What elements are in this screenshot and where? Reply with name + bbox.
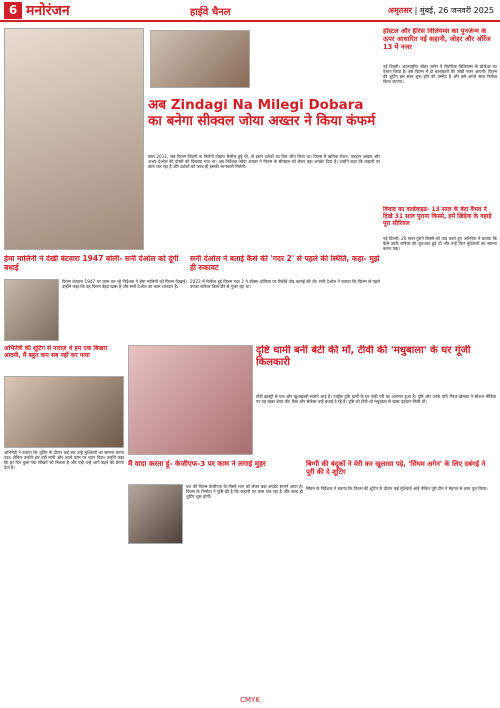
right-top-body: नई दिल्ली। अंतरराष्ट्रीय जोहर जर्मन ने रोमांटिक विलियम्स के प्रोजेक्ट का ऐलान किया है। इस फिल्म में दो कलाकारों की जोड़ी नजर आएगी। फिल्म की शूटिंग इस साल शुरू होने की उम्मीद है और इसे अगले साल रिलीज़ किया जाएगा। <box>383 64 497 85</box>
section-title: मनोरंजन <box>26 3 70 19</box>
tv-story-headline: दृष्टि धामी बनीं बेटी की माँ, टीवी की 'मधुबाला' के घर गूंजी किलकारी <box>256 345 471 368</box>
hema-body: फिल्म बंटवारा 1947 पर काम कर रहे निर्देशक ने हेमा मालिनी को फिल्म दिखाई। उन्होंने कहा कि यह फिल्म बेहद खास है और सनी देओल का काम शानदार है। <box>62 279 187 290</box>
main-story-photo <box>150 30 250 88</box>
paper-name: हाईवे चैनल <box>190 7 231 18</box>
main-story-headline: अब Zindagi Na Milegi Dobara का बनेगा सीक्वल जोया अख्तर ने किया कंफर्म <box>148 98 376 129</box>
sunny-body: 2023 में रिलीज़ हुई फिल्म गदर 2 ने बॉक्स ऑफिस पर रिकॉर्ड तोड़ कमाई की थी। सनी देओल ने बताया कि फिल्म से पहले उनका करियर किस दौर से गुजर रहा था। <box>190 279 380 290</box>
left-col-headline: अभिनेत्री की शूटिंग से नाराज़ थे हम एक बिखरा आदमी, मैं बहुत कम सब नहीं कर पाया <box>4 345 108 360</box>
left-col-body: अभिनेत्री ने बताया कि शूटिंग के दौरान कई बार उन्हें मुश्किलों का सामना करना पड़ा। लेकिन उन्होंने हार नहीं मानी और अपने काम पर ध्यान दिया। उन्होंने कहा कि हर दिन कुछ नया सीखने को मिलता है और यही उन्हें आगे बढ़ने की प्रेरणा देता है। <box>4 450 124 471</box>
right-mid-body: नई दिल्ली। 20 साल पुराने किस्से को याद करते हुए अभिनेता ने बताया कि कैसे उनके करियर की शुरुआत हुई थी और उन्हें किन मुश्किलों का सामना करना पड़ा। <box>383 236 497 252</box>
masthead <box>0 0 500 22</box>
kgf-headline: मैं वादा करता हूं- केजीएफ-3 पर काम ने लगाई मुहर <box>128 460 266 468</box>
right-mid-headline: विवाद का वर्ल्डवाइड- 13 साल के बेटा वैभव ने दिखे 31 साल पुराना किस्से, हमें खिड़ेक के वहाड़े पूरा सीरियल <box>383 206 492 228</box>
tv-story-photo <box>128 345 253 455</box>
singham-body: सिंघम के निर्देशक ने बताया कि फिल्म की शूटिंग के दौरान कई मुश्किलें आईं लेकिन पूरी टीम ने मेहनत से काम पूरा किया। <box>306 486 488 491</box>
left-top-photo <box>4 28 144 250</box>
city: अमृतसर <box>387 6 413 15</box>
right-top-headline: हॉस्टल और हैरिस विलियम्स का पुनर्जन्म के ऊपर आधारित नई कहानी, जोहर और ऑरेंज 13 में नजर <box>383 28 491 51</box>
hema-photo <box>4 279 59 341</box>
singham-headline: बिग्गी की बंदूकों ने मेरी कर खुलासा पड़े, 'सिंघम अगेन' के लिए दबंगई ने पूरी की दे शूटिंग <box>306 460 486 477</box>
main-story-body: साल 2011, जब फिल्म जिंदगी ना मिलेगी दोबारा रिलीज़ हुई थी, तो इसने दर्शकों का दिल जीत लिया था। फिल्म में ऋतिक रोशन, फरहान अख्तर और अभय देओल की दोस्ती को दिखाया गया था। अब निर्देशक जोया अख्तर ने फिल्म के सीक्वल को लेकर बड़ा अपडेट दिया है। उन्होंने कहा कि कहानी पर काम चल रहा है और दर्शकों को जल्द ही इसकी जानकारी मिलेगी। <box>148 154 380 170</box>
page-number: 6 <box>4 2 22 19</box>
dateline: अमृतसर | मुंबई, 26 जनवरी 2025 <box>387 6 494 15</box>
footer-cmyk: CMYK <box>240 696 260 704</box>
tv-story-body: टीवी इंडस्ट्री से एक और खुशखबरी सामने आई है। एक्ट्रेस दृष्टि धामी के घर नन्ही परी का आगमन हुआ है। दृष्टि और उनके पति नीरज खेमका ने सोशल मीडिया पर यह खबर शेयर की। फैंस और सेलेब्स उन्हें बधाई दे रहे हैं। दृष्टि को टीवी शो मधुबाला से खास पहचान मिली थी। <box>256 394 496 405</box>
kgf-photo <box>128 484 183 544</box>
hema-headline: हेमा मालिनी ने देखी बंटवारा 1947 बोलीं- सनी देओल को दूंगी बधाई <box>4 255 179 272</box>
sunny-headline: सनी देओल ने बताई कैसे की 'गदर 2' से पहले की स्थिति, कहा- मुझे ही रुकावट <box>190 255 380 272</box>
left-col-photo <box>4 376 124 448</box>
date: मुंबई, 26 जनवरी 2025 <box>419 6 494 15</box>
kgf-body: यश की फिल्म केजीएफ के तीसरे भाग को लेकर बड़ा अपडेट सामने आया है। फिल्म के निर्माता ने पुष्टि की है कि कहानी पर काम चल रहा है और जल्द ही शूटिंग शुरू होगी। <box>186 484 303 500</box>
